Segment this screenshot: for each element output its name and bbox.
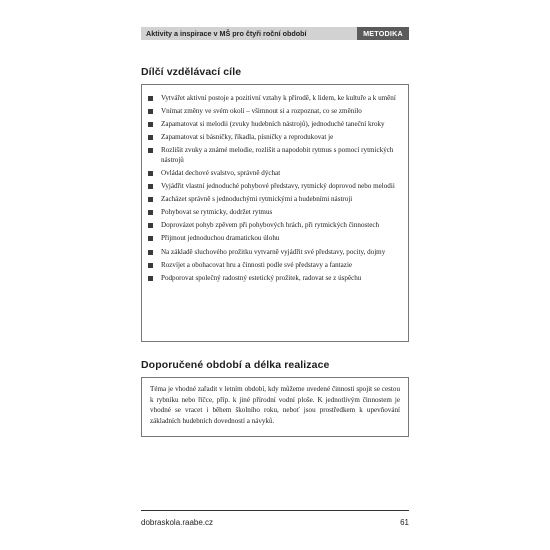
footer-url: dobraskola.raabe.cz: [141, 518, 214, 527]
square-bullet-icon: [148, 122, 153, 127]
goal-text: Doprovázet pohyb zpěvem při pohybových hrách, při rytmických činnostech: [161, 221, 380, 230]
square-bullet-icon: [148, 109, 153, 114]
goal-text: Na základě sluchového prožitku vytvarně vyjádřit své představy, pocity, dojmy: [161, 247, 386, 256]
running-header: [141, 27, 409, 40]
list-item: [148, 274, 402, 284]
list-item: [148, 234, 402, 244]
goal-text: Rozvíjet a obohacovat hru a činnosti podle své představy a fantazie: [161, 260, 353, 269]
header-badge: METODIKA: [357, 27, 409, 40]
footer-divider: [141, 510, 409, 511]
goal-text: Rozlišit zvuky a známé melodie, rozlišit a napodobit rytmus s pomocí rytmických nástrojů: [161, 146, 394, 164]
list-item: [148, 261, 402, 271]
topic-paragraph: Téma je vhodné zařadit v letním období, kdy můžeme uvedené činnosti spojit se cestou k rybníku nebo říčce, příp. k jiné přírodní vodní ploše. K jednotlivým činnostem je vhodné se vracet i během školního roku, neboť jsou prostředkem k upevňování základních hudebních dovedností a návyků.: [150, 385, 400, 425]
square-bullet-icon: [148, 135, 153, 140]
topic-box: [141, 377, 409, 437]
square-bullet-icon: [148, 171, 153, 176]
list-item: [148, 146, 402, 165]
goals-list: [142, 85, 408, 283]
goal-text: Přijmout jednoduchou dramatickou úlohu: [161, 234, 280, 243]
goal-text: Vytvářet aktivní postoje a pozitivní vztahy k přírodě, k lidem, ke kultuře a k umění: [161, 94, 396, 102]
goal-text: Vyjádřit vlastní jednoduché pohybové představy, rytmický doprovod nebo melodii: [161, 182, 395, 191]
square-bullet-icon: [148, 184, 153, 189]
list-item: [148, 94, 402, 104]
list-item: [148, 133, 402, 143]
square-bullet-icon: [148, 148, 153, 153]
list-item: [148, 195, 402, 205]
goal-text: Vnímat změny ve svém okolí – všimnout si a rozpoznat, co se změnilo: [161, 107, 362, 116]
square-bullet-icon: [148, 250, 153, 255]
square-bullet-icon: [148, 197, 153, 202]
square-bullet-icon: [148, 236, 153, 241]
goal-text: Zapamatovat si básničky, říkadla, písničky a reprodukovat je: [161, 133, 334, 142]
list-item: [148, 182, 402, 192]
goal-text: Zapamatovat si melodii (zvuky hudebních nástrojů), jednoduché taneční kroky: [161, 120, 385, 129]
list-item: [148, 120, 402, 130]
header-title: Aktivity a inspirace v MŠ pro čtyři roční období: [141, 27, 357, 40]
square-bullet-icon: [148, 210, 153, 215]
goal-text: Pohybovat se rytmicky, dodržet rytmus: [161, 208, 273, 217]
goals-box: [141, 84, 409, 342]
square-bullet-icon: [148, 276, 153, 281]
topic-heading: Doporučené období a délka realizace: [141, 359, 330, 371]
list-item: [148, 208, 402, 218]
goal-text: Zacházet správně s jednoduchými rytmickými a hudebními nástroji: [161, 195, 353, 204]
square-bullet-icon: [148, 96, 153, 101]
square-bullet-icon: [148, 263, 153, 268]
goal-text: Ovládat dechové svalstvo, správně dýchat: [161, 168, 281, 177]
list-item: [148, 248, 402, 258]
square-bullet-icon: [148, 223, 153, 228]
page-number: 61: [400, 518, 409, 527]
list-item: [148, 221, 402, 231]
list-item: [148, 107, 402, 117]
list-item: [148, 169, 402, 179]
goal-text: Podporovat společný radostný estetický prožitek, radovat se z úspěchu: [161, 273, 362, 282]
goals-heading: Dílčí vzdělávací cíle: [141, 66, 242, 78]
